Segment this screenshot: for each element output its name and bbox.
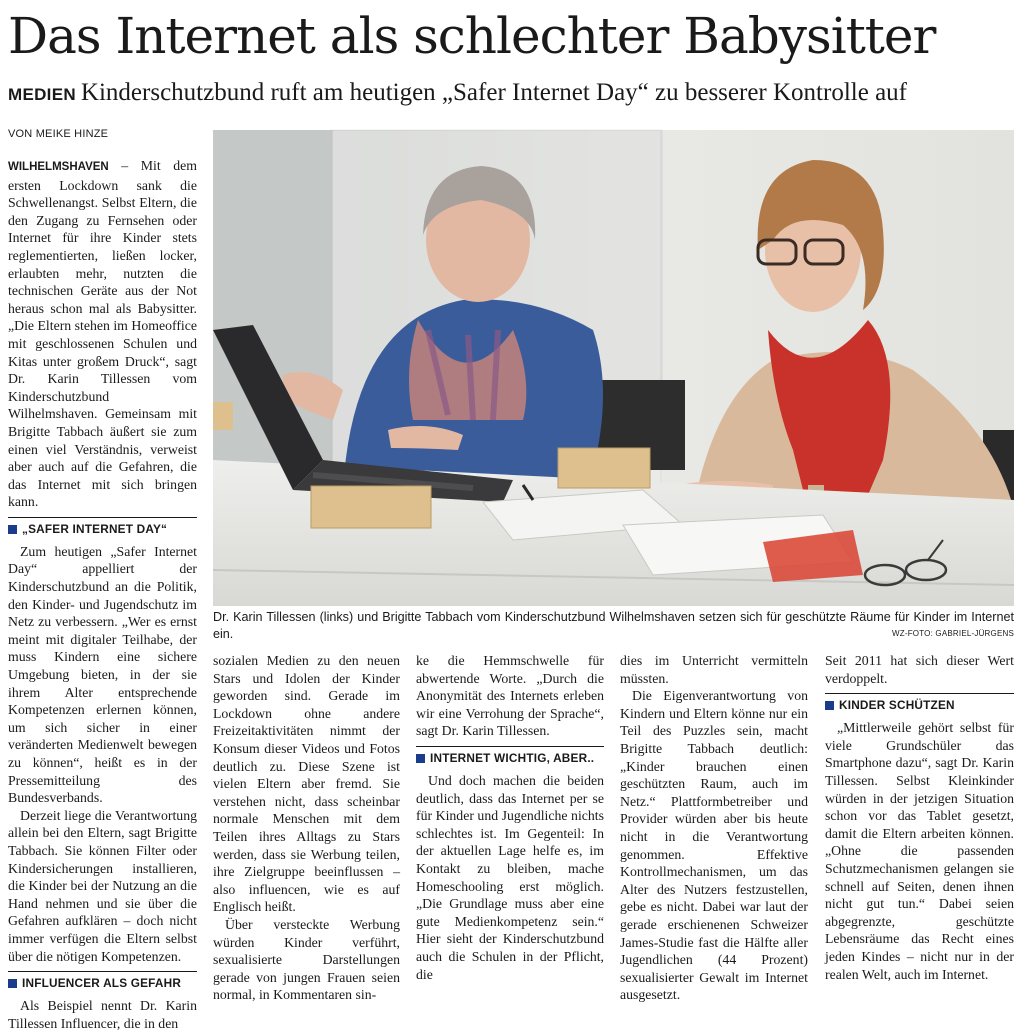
paragraph: dies im Unterricht vermitteln müssten. [620, 653, 808, 686]
subheading [416, 746, 604, 766]
paragraph-text: – Mit dem ersten Lockdown sank die Schwellenangst. Selbst Eltern, die den Zugang zu Fernsehen oder Internet für ihre Kinder stets reglementierten, ließen locker, erlaubten mehr, nutzten die technischen Geräte aus der Not heraus schon mal als Babysitter. „Die Eltern stehen im Homeoffice mit geschlossenen Schulen und Kitas unter großem Druck“, sagt Dr. Karin Tillessen vom Kinderschutzbund Wilhelmshaven. Gemeinsam mit Brigitte Tabbach äußert sie zum einen viel Verständnis, verweist aber auch auf die Gefahren, die das Internet mit sich bringen kann. [8, 158, 197, 510]
paragraph: „Mittlerweile gehört selbst für viele Grundschüler das Smartphone dazu“, sagt Dr. Karin Tillessen. Selbst Kleinkinder würden in der jetzigen Situation schon vor das Tablet gesetzt, damit die Eltern arbeiten können. „Ohne die passenden Schutzmechanismen gelangen sie schnell auf Seiten, denen ihnen nicht gut tun.“ Dabei seien abgegrenzte, geschützte Lebensräume das Recht eines jeden Kindes – nicht nur in der realen Welt, auch im Internet. [825, 720, 1014, 982]
column-1 [8, 157, 197, 1032]
square-bullet-icon [8, 979, 17, 988]
subheading-text: „SAFER INTERNET DAY“ [22, 521, 168, 536]
square-bullet-icon [825, 701, 834, 710]
paragraph: Die Eigenverantwortung von Kindern und Eltern könne nur ein Teil des Puzzles sein, macht Brigitte Tabbach deutlich: „Kinder brauchen einen geschützten Raum, auch im Netz.“ Plattformbetreiber und Provider würden aber bis heute nicht in die Verantwortung genommen. Effektive Kontrollmechanismen, um das Alter des Nutzers festzustellen, gebe es nicht. Dabei war laut der gerade erschienenen Schweizer James-Studie fast die Hälfte aller Jugendlichen (44 Prozent) sexualisierter Gewalt im Internet ausgesetzt. [620, 688, 808, 1003]
photo-caption: Dr. Karin Tillessen (links) und Brigitte Tabbach vom Kinderschutzbund Wilhelmshaven setzen sich für geschützte Räume für Kinder im Internet ein. [213, 610, 1014, 641]
paragraph: Derzeit liege die Verantwortung allein bei den Eltern, sagt Brigitte Tabbach. Sie können Filter oder Kindersicherungen installieren, die Kinder bei der Nutzung an die Hand nehmen und sie über die Gefahren aufklären – doch nicht immer verfügen die Eltern selbst über die nötigen Kompetenzen. [8, 807, 197, 964]
paragraph: Als Beispiel nennt Dr. Karin Tillessen Influencer, die in den [8, 998, 197, 1031]
paragraph: Seit 2011 hat sich dieser Wert verdoppelt. [825, 653, 1014, 686]
column-2 [213, 652, 400, 1004]
subheading-text: KINDER SCHÜTZEN [839, 698, 955, 713]
paragraph: sozialen Medien zu den neuen Stars und Idolen der Kinder geworden sind. Gerade im Lockdown ohne andere Freizeitaktivitäten nimmt der Konsum dieser Videos und Fotos deutlich zu. Diese Szene ist vielen Eltern aber fremd. Sie verstehen nicht, dass scheinbar normale Menschen mit dem Teilen ihres Alltags zu Stars werden, dass sie Werbung teilen, ihre Zielgruppe beeinflussen – also influencen, wie es auf Englisch heißt. [213, 653, 400, 915]
paragraph: Zum heutigen „Safer Internet Day“ appelliert der Kinderschutzbund an die Politik, den Kinder- und Jugendschutz im Netz zu verbessern. „Wer es ernst meint mit digitaler Teilhabe, der muss Kindern eine sichere Umgebung bieten, in der sie ihrem Alter entsprechende Kompetenzen erlernen können, um sich sicher in einer veränderten Medienwelt bewegen zu können“, heißt es in der Pressemitteilung des Bundesverbands. [8, 543, 197, 806]
photo-illustration [213, 130, 1014, 606]
square-bullet-icon [8, 525, 17, 534]
subheading [825, 693, 1014, 713]
subheadline-text: Kinderschutzbund ruft am heutigen „Safer Internet Day“ zu besserer Kontrolle auf [80, 79, 907, 106]
headline: Das Internet als schlechter Babysitter [8, 7, 936, 65]
paragraph: ke die Hemmschwelle für abwertende Worte. „Durch die Anonymität des Internets erleben wir eine Verrohung der Sprache“, sagt Dr. Karin Tillessen. [416, 653, 604, 739]
subheading [8, 971, 197, 991]
article-photo [213, 130, 1014, 606]
paragraph [8, 157, 197, 511]
column-4 [620, 652, 808, 1004]
dateline: WILHELMSHAVEN [8, 161, 109, 173]
byline: VON MEIKE HINZE [8, 128, 109, 140]
square-bullet-icon [416, 754, 425, 763]
column-3 [416, 652, 604, 983]
subheading-text: INTERNET WICHTIG, ABER.. [430, 750, 595, 765]
paragraph: Und doch machen die beiden deutlich, dass das Internet per se für Kinder und Jugendliche nichts schlechtes ist. Im Gegenteil: In der aktuellen Lage helfe es, im Kontakt zu bleiben, mache Homeschooling erst möglich. „Die Grundlage muss aber eine gute Medienkompetenz sein.“ Hier sieht der Kinderschutzbund auch die Schulen in der Pflicht, die [416, 772, 604, 982]
paragraph: Über versteckte Werbung würden Kinder verführt, sexualisierte Darstellungen gerade von jungen Frauen seien normal, in Kommentaren sin- [213, 916, 400, 1003]
kicker: MEDIEN [8, 85, 76, 104]
column-5 [825, 652, 1014, 983]
subheadline [8, 78, 1018, 110]
photo-credit: WZ-FOTO: GABRIEL-JÜRGENS [892, 629, 1014, 638]
subheading [8, 517, 197, 537]
subheading-text: INFLUENCER ALS GEFAHR [22, 976, 182, 991]
